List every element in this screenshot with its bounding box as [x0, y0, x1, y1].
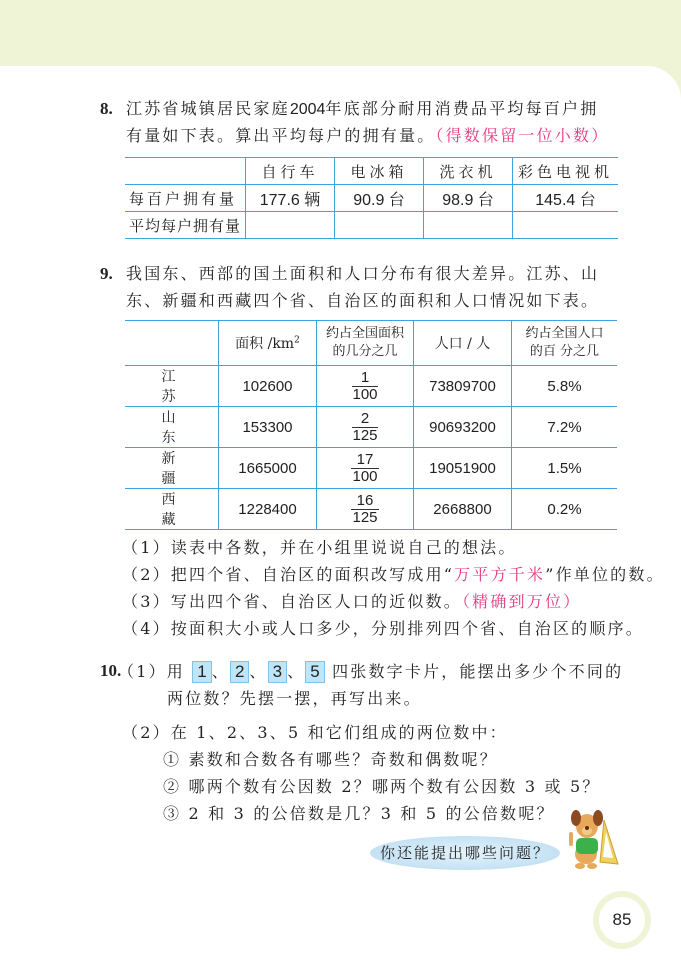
numerator: 1: [352, 370, 377, 387]
numerator: 16: [351, 493, 380, 510]
digit-card-3: 3: [268, 661, 287, 683]
population-percent: 7.2%: [512, 407, 618, 448]
population-percent: 5.8%: [512, 366, 618, 407]
item-text: 素数和合数各有哪些？奇数和偶数呢？: [188, 750, 498, 769]
denominator: 125: [352, 508, 378, 526]
header-line: 的百 分之几: [529, 344, 600, 359]
header-band: [0, 0, 681, 66]
cell-value: 98.9 台: [424, 185, 513, 212]
area-fraction: [317, 489, 414, 530]
header-population: 人口 / 人: [414, 321, 512, 366]
header-refrigerator: 电冰箱: [335, 158, 424, 185]
table-row: [125, 185, 618, 212]
answer-cell[interactable]: [246, 212, 335, 239]
item-text: 哪两个数有公因数 2？哪两个数有公因数 3 或 5？: [188, 777, 601, 796]
header-line: 约占全国人口: [525, 326, 604, 341]
q10-part1-line1: [118, 661, 623, 683]
q8-year: 2004: [289, 101, 326, 118]
question-8-line2: [126, 126, 609, 146]
sub-label: （2）: [122, 565, 171, 584]
area-value: 102600: [219, 366, 317, 407]
table-header-row: [125, 158, 618, 185]
province-name: 山东: [125, 407, 219, 448]
question-9-number: 9.: [100, 264, 113, 283]
table-corner-cell: [125, 321, 219, 366]
population-value: 19051900: [414, 448, 512, 489]
row-label: 每百户拥有量: [125, 185, 246, 212]
header-area-fraction: [317, 321, 414, 366]
population-percent: 0.2%: [512, 489, 618, 530]
digit-card-2: 2: [230, 661, 249, 683]
table-row: [125, 366, 617, 407]
q8-appliance-table: [125, 157, 618, 239]
header-population-percent: [512, 321, 618, 366]
cell-value: 177.6 辆: [246, 185, 335, 212]
area-fraction: [317, 448, 414, 489]
sub-text: 用: [166, 662, 185, 681]
header-color-tv: 彩色电视机: [513, 158, 619, 185]
circled-number: ①: [163, 750, 182, 769]
circled-number: ②: [163, 777, 182, 796]
province-name: 新疆: [125, 448, 219, 489]
table-header-row: [125, 321, 617, 366]
denominator: 100: [352, 385, 378, 403]
q10-part1-line2: 两位数？先摆一摆，再写出来。: [167, 689, 422, 708]
separator: 、: [249, 662, 268, 681]
area-value: 153300: [219, 407, 317, 448]
question-9-line2: 东、新疆和西藏四个省、自治区的面积和人口情况如下表。: [126, 291, 600, 310]
sub-text: 把四个省、自治区的面积改写成用“: [170, 565, 455, 584]
header-area-sup: 2: [294, 335, 300, 346]
sub-label: （4）: [122, 619, 171, 638]
sub-text: 四张数字卡片，能摆出多少个不同的: [332, 662, 624, 681]
cell-value: 145.4 台: [513, 185, 619, 212]
q8-line1-a: 江苏省城镇居民家庭: [126, 99, 290, 118]
header-area-label: 面积 /km: [235, 336, 295, 352]
table-row: [125, 407, 617, 448]
sub-label: （3）: [122, 592, 171, 611]
header-bicycle: 自行车: [246, 158, 335, 185]
question-8-number: 8.: [100, 99, 113, 118]
q8-rounding-note: （得数保留一位小数）: [435, 126, 610, 145]
separator: 、: [211, 662, 230, 681]
circled-number: ③: [163, 804, 182, 823]
row-label: 平均每户拥有量: [125, 212, 246, 239]
area-fraction: [317, 366, 414, 407]
table-row: [125, 489, 617, 530]
sub-text: 按面积大小或人口多少，分别排列四个省、自治区的顺序。: [170, 619, 644, 638]
sub-label: （1）: [122, 538, 171, 557]
numerator: 2: [352, 411, 377, 428]
digit-card-5: 5: [305, 661, 324, 683]
population-value: 2668800: [414, 489, 512, 530]
area-fraction: [317, 407, 414, 448]
sub-text: 读表中各数，并在小组里说说自己的想法。: [170, 538, 517, 557]
sub-text: 在 1、2、3、5 和它们组成的两位数中：: [170, 723, 508, 742]
denominator: 100: [352, 467, 378, 485]
denominator: 125: [352, 426, 378, 444]
province-name: 西藏: [125, 489, 219, 530]
sub-text: 写出四个省、自治区人口的近似数。: [170, 592, 462, 611]
answer-cell[interactable]: [335, 212, 424, 239]
digit-card-1: 1: [192, 661, 211, 683]
dog-mascot-icon: [560, 806, 620, 870]
speech-bubble: 你还能提出哪些问题？: [370, 836, 560, 870]
header-line: 约占全国面积: [325, 326, 404, 341]
table-row: [125, 212, 618, 239]
q9-sub-4: [122, 619, 644, 639]
unit-highlight: 万平方千米: [454, 565, 546, 584]
q10-part2-item-3: [163, 804, 555, 824]
cell-value: 90.9 台: [335, 185, 424, 212]
q10-part2-item-2: [163, 777, 601, 797]
header-area: [219, 321, 317, 366]
area-value: 1665000: [219, 448, 317, 489]
sub-label: （1）: [118, 662, 167, 681]
table-row: [125, 448, 617, 489]
separator: 、: [287, 662, 306, 681]
question-9-line1: 我国东、西部的国土面积和人口分布有很大差异。江苏、山: [126, 264, 600, 283]
q9-sub-1: [122, 538, 517, 558]
province-name: 江苏: [125, 366, 219, 407]
page-number: 85: [599, 897, 645, 943]
header-washing-machine: 洗衣机: [424, 158, 513, 185]
table-corner-cell: [125, 158, 246, 185]
q8-line2-text: 有量如下表。算出平均每户的拥有量。: [126, 126, 436, 145]
question-8-line1: [126, 99, 598, 120]
q10-part2-intro: [122, 723, 508, 743]
q9-sub-3: [122, 592, 581, 612]
population-value: 90693200: [414, 407, 512, 448]
q8-line1-b: 年底部分耐用消费品平均每百户拥: [325, 99, 599, 118]
q10-part2-item-1: [163, 750, 498, 770]
question-10-number: 10.: [100, 661, 122, 680]
numerator: 17: [351, 452, 380, 469]
population-value: 73809700: [414, 366, 512, 407]
sub-label: （2）: [122, 723, 171, 742]
population-percent: 1.5%: [512, 448, 618, 489]
item-text: 2 和 3 的公倍数是几？3 和 5 的公倍数呢？: [188, 804, 555, 823]
area-value: 1228400: [219, 489, 317, 530]
sub-text: ”作单位的数。: [545, 565, 665, 584]
answer-cell[interactable]: [424, 212, 513, 239]
header-line: 的几分之几: [332, 344, 398, 359]
precision-note: （精确到万位）: [461, 592, 582, 611]
header-corner-curve: [647, 66, 681, 100]
answer-cell[interactable]: [513, 212, 619, 239]
q9-area-population-table: [125, 320, 617, 530]
q9-sub-2: [122, 565, 665, 585]
